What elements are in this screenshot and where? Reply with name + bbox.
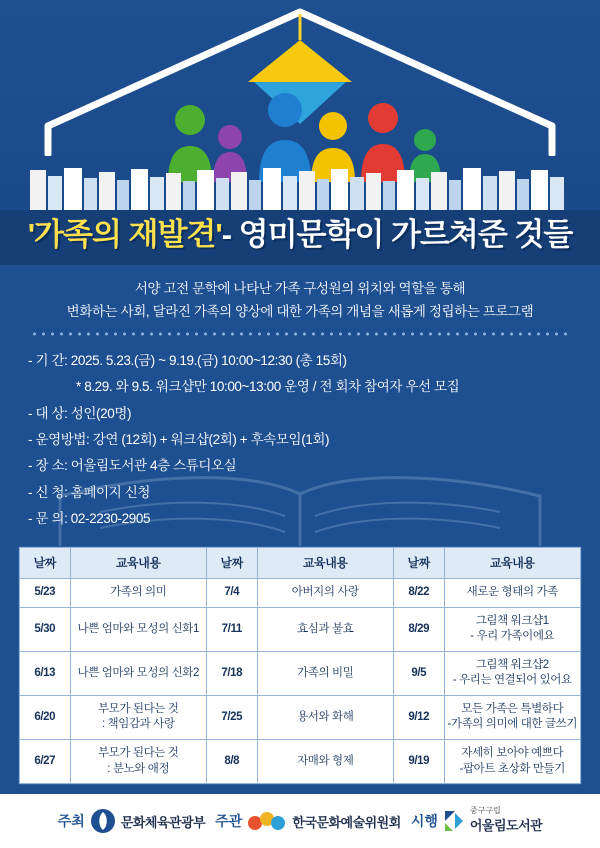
table-row bbox=[20, 607, 581, 651]
col-date-2: 날짜 bbox=[206, 548, 257, 579]
cell-date: 7/18 bbox=[206, 651, 257, 695]
cell-content: 가족의 의미 bbox=[70, 579, 206, 608]
cell-date: 5/23 bbox=[20, 579, 71, 608]
lamp-shade-icon bbox=[248, 40, 352, 82]
info-row-contact: - 문 의: 02-2230-2905 bbox=[28, 510, 151, 526]
host-label: 주최 bbox=[57, 813, 85, 829]
footer-supervisor bbox=[215, 810, 401, 832]
supervisor-org: 한국문화예술위원회 bbox=[292, 814, 401, 830]
cell-content: 효심과 불효 bbox=[257, 607, 393, 651]
cell-date: 7/11 bbox=[206, 607, 257, 651]
info-row-period: - 기 간: 2025. 5.23.(금) ~ 9.19.(금) 10:00~12:30 (총 15회) bbox=[28, 353, 347, 368]
host-org: 문화체육관광부 bbox=[120, 814, 206, 830]
footer-host bbox=[58, 808, 205, 834]
poster-title bbox=[0, 210, 600, 265]
cell-content: 그림책 워크샵1 - 우리 가족이에요 bbox=[444, 607, 581, 651]
poster-subtitle bbox=[0, 265, 600, 342]
table-body bbox=[20, 579, 581, 784]
operator-text-group bbox=[470, 807, 542, 835]
cell-date: 7/4 bbox=[206, 579, 257, 608]
operator-org: 어울림도서관 bbox=[469, 818, 543, 833]
operator-label: 시행 bbox=[410, 813, 438, 829]
subtitle-line-2: 변화하는 사회, 달라진 가족의 양상에 대한 가족의 개념을 새롭게 정립하는 프로그램 bbox=[66, 304, 534, 320]
dotted-divider bbox=[30, 332, 570, 336]
cell-date: 8/22 bbox=[393, 579, 444, 608]
government-emblem-icon bbox=[90, 808, 116, 834]
title-highlight: '가족의 재발견' bbox=[27, 217, 222, 252]
cell-date: 8/8 bbox=[206, 739, 257, 783]
arts-council-logo-icon bbox=[247, 810, 287, 832]
info-row-place: - 장 소: 어울림도서관 4층 스튜디오실 bbox=[28, 458, 237, 474]
cell-date: 6/13 bbox=[20, 651, 71, 695]
cell-date: 9/5 bbox=[393, 651, 444, 695]
col-content-2: 교육내용 bbox=[257, 548, 393, 579]
col-content-1: 교육내용 bbox=[70, 548, 206, 579]
cell-content: 용서와 화해 bbox=[257, 695, 393, 739]
cell-content: 가족의 비밀 bbox=[257, 651, 393, 695]
supervisor-label: 주관 bbox=[215, 813, 243, 829]
cell-date: 7/25 bbox=[206, 695, 257, 739]
lamp-cord-icon bbox=[299, 14, 302, 40]
cell-content: 아버지의 사랑 bbox=[257, 579, 393, 608]
cell-date: 6/27 bbox=[20, 739, 71, 783]
cell-date: 5/30 bbox=[20, 607, 71, 651]
table-row bbox=[20, 739, 581, 783]
books-row-icon bbox=[0, 164, 600, 210]
cell-date: 9/12 bbox=[393, 695, 444, 739]
cell-content: 부모가 된다는 것 : 책임감과 사랑 bbox=[70, 695, 206, 739]
library-logo-icon bbox=[443, 809, 465, 833]
cell-date: 9/19 bbox=[393, 739, 444, 783]
info-row-method: - 운영방법: 강연 (12회) + 워크샵(2회) + 후속모임(1회) bbox=[28, 431, 330, 447]
operator-sub: 중구구립 bbox=[469, 806, 501, 815]
subtitle-line-1: 서양 고전 문학에 나타난 가족 구성원의 위치와 역할을 통해 bbox=[134, 280, 466, 296]
cell-content: 나쁜 엄마와 모성의 신화1 bbox=[70, 607, 206, 651]
table-row bbox=[20, 651, 581, 695]
cell-content: 부모가 된다는 것 : 분노와 애정 bbox=[70, 739, 206, 783]
info-row-target: - 대 상: 성인(20명) bbox=[28, 405, 132, 421]
table-row bbox=[20, 695, 581, 739]
footer-operator bbox=[411, 807, 542, 835]
title-rest: - 영미문학이 가르쳐준 것들 bbox=[221, 217, 573, 252]
info-row-apply: - 신 청: 홈페이지 신청 bbox=[28, 484, 150, 500]
cell-content: 자세히 보아야 예쁘다 -팝아트 초상화 만들기 bbox=[444, 739, 581, 783]
footer-bar bbox=[0, 794, 600, 848]
info-note: * 8.29. 와 9.5. 워크샵만 10:00~13:00 운영 / 전 회차 참여자 우선 모집 bbox=[76, 379, 460, 395]
schedule-table bbox=[18, 546, 582, 785]
table-row bbox=[20, 579, 581, 608]
hero-illustration bbox=[0, 0, 600, 210]
col-content-3: 교육내용 bbox=[444, 548, 581, 579]
cell-date: 6/20 bbox=[20, 695, 71, 739]
cell-content: 새로운 형태의 가족 bbox=[444, 579, 581, 608]
cell-content: 자매와 형제 bbox=[257, 739, 393, 783]
col-date-1: 날짜 bbox=[20, 548, 71, 579]
table-header-row bbox=[20, 548, 581, 579]
cell-date: 8/29 bbox=[393, 607, 444, 651]
cell-content: 그림책 워크샵2 - 우리는 연결되어 있어요 bbox=[444, 651, 581, 695]
col-date-3: 날짜 bbox=[393, 548, 444, 579]
cell-content: 모든 가족은 특별하다 -가족의 의미에 대한 글쓰기 bbox=[444, 695, 581, 739]
cell-content: 나쁜 엄마와 모성의 신화2 bbox=[70, 651, 206, 695]
